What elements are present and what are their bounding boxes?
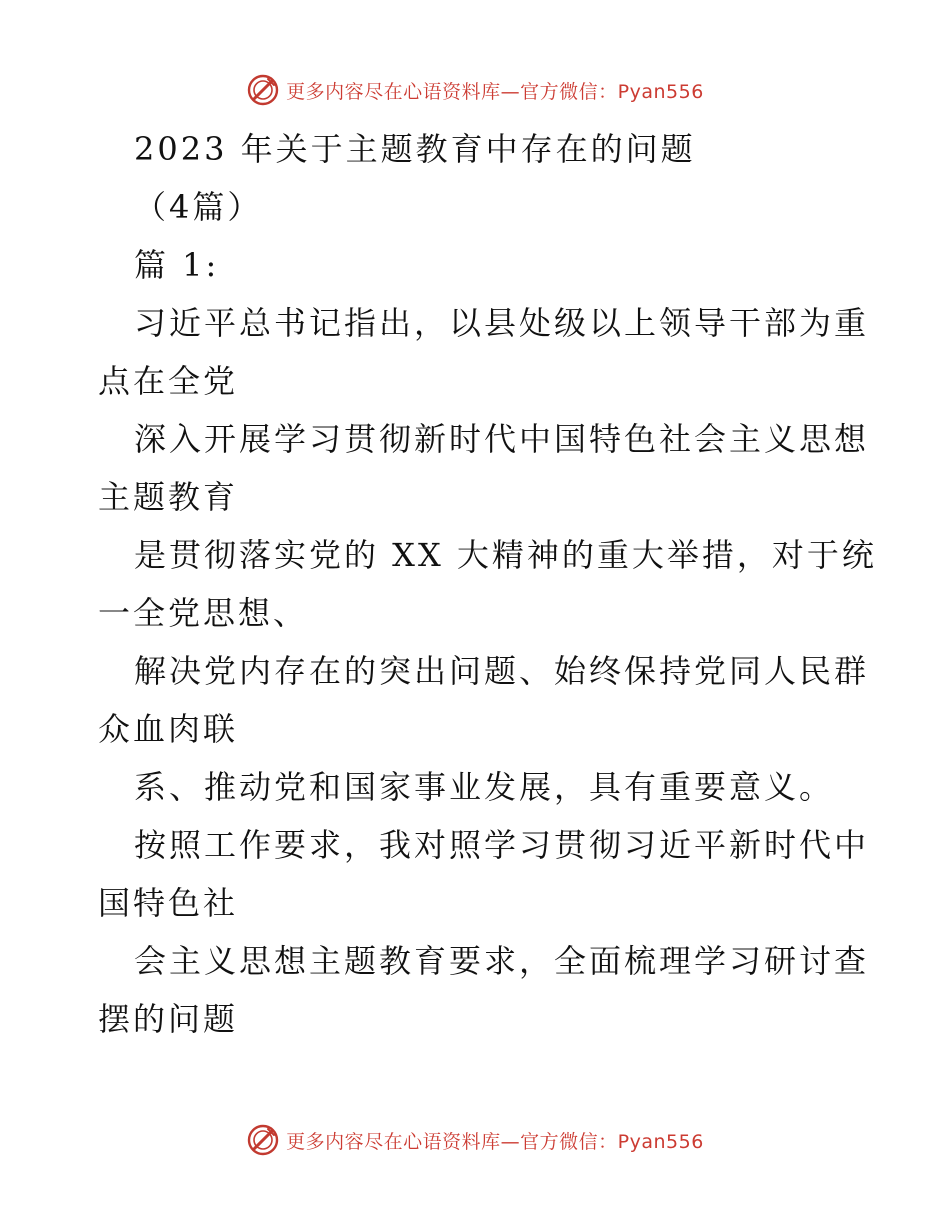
paragraph-line: （4篇） [134,188,263,226]
paragraph-line: 深入开展学习贯彻新时代中国特色社会主义思想 [134,420,870,458]
paragraph-line: 会主义思想主题教育要求，全面梳理学习研讨查 [134,942,870,980]
paragraph-line: 系、推动党和国家事业发展，具有重要意义。 [134,768,835,806]
paragraph-line: 2023 年关于主题教育中存在的问题 [134,130,696,168]
footer-banner [0,1120,950,1160]
paragraph-line: 众血肉联 [98,710,239,748]
paragraph-line: 主题教育 [98,478,239,516]
paragraph-line: 国特色社 [98,884,239,922]
document-body [98,120,877,1048]
paragraph-line: 解决党内存在的突出问题、始终保持党同人民群 [134,652,870,690]
paragraph-line: 习近平总书记指出，以县处级以上领导干部为重 [134,304,870,342]
footer-banner-text: 更多内容尽在心语资料库—官方微信：Pyan556 [286,1130,704,1153]
brand-logo-icon [246,1123,280,1157]
paragraph-line: 点在全党 [98,362,239,400]
paragraph-line: 一全党思想、 [98,594,309,632]
paragraph-line: 是贯彻落实党的 XX 大精神的重大举措，对于统 [134,536,877,574]
header-banner [0,70,950,110]
paragraph-line: 摆的问题 [98,1000,239,1038]
paragraph-line: 篇 1: [134,246,220,284]
paragraph-line: 按照工作要求，我对照学习贯彻习近平新时代中 [134,826,870,864]
header-banner-text: 更多内容尽在心语资料库—官方微信：Pyan556 [286,80,704,103]
brand-logo-icon [246,73,280,107]
